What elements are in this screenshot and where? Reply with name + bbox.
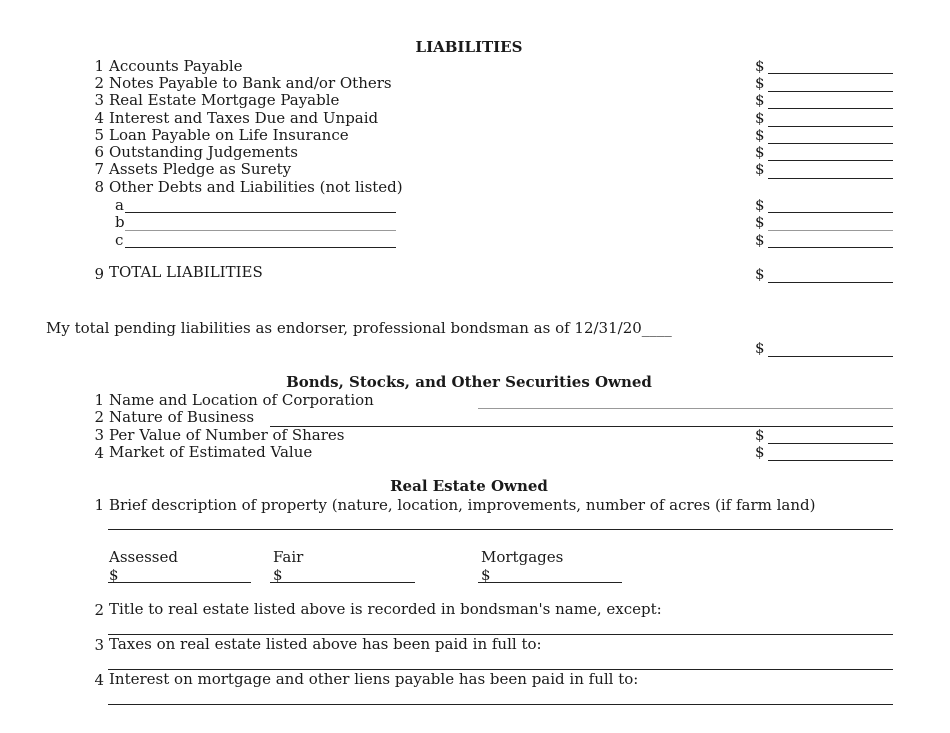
item-number: 1 bbox=[94, 57, 104, 75]
sub-item-letter: c bbox=[115, 231, 124, 249]
liability-label: Assets Pledge as Surety bbox=[109, 160, 292, 178]
nature-of-business-field[interactable] bbox=[270, 426, 893, 427]
item-number: 7 bbox=[94, 160, 104, 178]
liability-label: Real Estate Mortgage Payable bbox=[109, 91, 340, 109]
real-estate-heading: Real Estate Owned bbox=[390, 477, 548, 495]
dollar-sign: $ bbox=[755, 126, 765, 144]
fair-label: Fair bbox=[273, 548, 304, 566]
dollar-sign: $ bbox=[755, 160, 765, 178]
title-recorded-label: Title to real estate listed above is recorded in bondsman's name, except: bbox=[109, 600, 662, 618]
securities-label: Nature of Business bbox=[109, 408, 255, 426]
item-number: 4 bbox=[94, 671, 104, 689]
other-debt-description-b[interactable] bbox=[125, 230, 396, 231]
mortgages-value-field[interactable] bbox=[478, 582, 622, 583]
dollar-sign: $ bbox=[755, 91, 765, 109]
dollar-sign: $ bbox=[755, 109, 765, 127]
amount-field-shares-value[interactable] bbox=[768, 443, 893, 444]
dollar-sign: $ bbox=[755, 74, 765, 92]
amount-field-other-c[interactable] bbox=[768, 247, 893, 248]
securities-label: Market of Estimated Value bbox=[109, 443, 313, 461]
property-description-label: Brief description of property (nature, location, improvements, number of acres (if farm land) bbox=[109, 496, 816, 514]
securities-label: Per Value of Number of Shares bbox=[109, 426, 345, 444]
assessed-label: Assessed bbox=[109, 548, 178, 566]
amount-field-mortgage-payable[interactable] bbox=[768, 108, 893, 109]
amount-field-life-insurance-loan[interactable] bbox=[768, 143, 893, 144]
item-number: 3 bbox=[94, 426, 104, 444]
liability-label: Accounts Payable bbox=[109, 57, 243, 75]
item-number: 2 bbox=[94, 408, 104, 426]
item-number: 5 bbox=[94, 126, 104, 144]
sub-item-letter: a bbox=[115, 196, 124, 214]
amount-field-accounts-payable[interactable] bbox=[768, 73, 893, 74]
property-description-field[interactable] bbox=[108, 529, 893, 530]
amount-field-other-a[interactable] bbox=[768, 212, 893, 213]
item-number: 2 bbox=[94, 74, 104, 92]
interest-paid-field[interactable] bbox=[108, 704, 893, 705]
fair-value-field[interactable] bbox=[270, 582, 415, 583]
amount-field-other-b[interactable] bbox=[768, 230, 893, 231]
liability-label: Outstanding Judgements bbox=[109, 143, 298, 161]
dollar-sign: $ bbox=[755, 213, 765, 231]
sub-item-letter: b bbox=[115, 213, 125, 231]
amount-field-market-value[interactable] bbox=[768, 460, 893, 461]
securities-heading: Bonds, Stocks, and Other Securities Owned bbox=[286, 373, 652, 391]
mortgages-label: Mortgages bbox=[481, 548, 564, 566]
item-number: 3 bbox=[94, 636, 104, 654]
item-number: 2 bbox=[94, 601, 104, 619]
securities-label: Name and Location of Corporation bbox=[109, 391, 374, 409]
assessed-value-field[interactable] bbox=[108, 582, 251, 583]
pending-liabilities-text: My total pending liabilities as endorser, professional bondsman as of 12/31/20____ bbox=[46, 319, 672, 337]
amount-field-total-liabilities[interactable] bbox=[768, 282, 893, 283]
item-number: 1 bbox=[94, 391, 104, 409]
item-number: 3 bbox=[94, 91, 104, 109]
dollar-sign: $ bbox=[273, 566, 283, 584]
liability-label: Interest and Taxes Due and Unpaid bbox=[109, 109, 379, 127]
item-number: 1 bbox=[94, 496, 104, 514]
dollar-sign: $ bbox=[755, 443, 765, 461]
corporation-name-field[interactable] bbox=[478, 408, 893, 409]
dollar-sign: $ bbox=[755, 231, 765, 249]
item-number: 6 bbox=[94, 143, 104, 161]
item-number: 9 bbox=[94, 265, 104, 283]
dollar-sign: $ bbox=[755, 57, 765, 75]
dollar-sign: $ bbox=[481, 566, 491, 584]
dollar-sign: $ bbox=[755, 339, 765, 357]
other-debt-description-a[interactable] bbox=[125, 212, 396, 213]
dollar-sign: $ bbox=[755, 426, 765, 444]
liability-label: Other Debts and Liabilities (not listed) bbox=[109, 178, 403, 196]
amount-field-pending-liabilities[interactable] bbox=[768, 356, 893, 357]
amount-field-surety[interactable] bbox=[768, 178, 893, 179]
dollar-sign: $ bbox=[755, 196, 765, 214]
interest-paid-label: Interest on mortgage and other liens payable has been paid in full to: bbox=[109, 670, 639, 688]
liability-label: Notes Payable to Bank and/or Others bbox=[109, 74, 392, 92]
amount-field-notes-payable[interactable] bbox=[768, 91, 893, 92]
dollar-sign: $ bbox=[755, 143, 765, 161]
item-number: 8 bbox=[94, 178, 104, 196]
item-number: 4 bbox=[94, 109, 104, 127]
dollar-sign: $ bbox=[755, 265, 765, 283]
liability-label: Loan Payable on Life Insurance bbox=[109, 126, 349, 144]
other-debt-description-c[interactable] bbox=[125, 247, 396, 248]
total-liabilities-label: TOTAL LIABILITIES bbox=[109, 263, 263, 281]
amount-field-interest-taxes[interactable] bbox=[768, 126, 893, 127]
dollar-sign: $ bbox=[109, 566, 119, 584]
taxes-paid-label: Taxes on real estate listed above has been paid in full to: bbox=[109, 635, 542, 653]
amount-field-judgements[interactable] bbox=[768, 160, 893, 161]
liabilities-heading: LIABILITIES bbox=[415, 38, 523, 56]
item-number: 4 bbox=[94, 444, 104, 462]
